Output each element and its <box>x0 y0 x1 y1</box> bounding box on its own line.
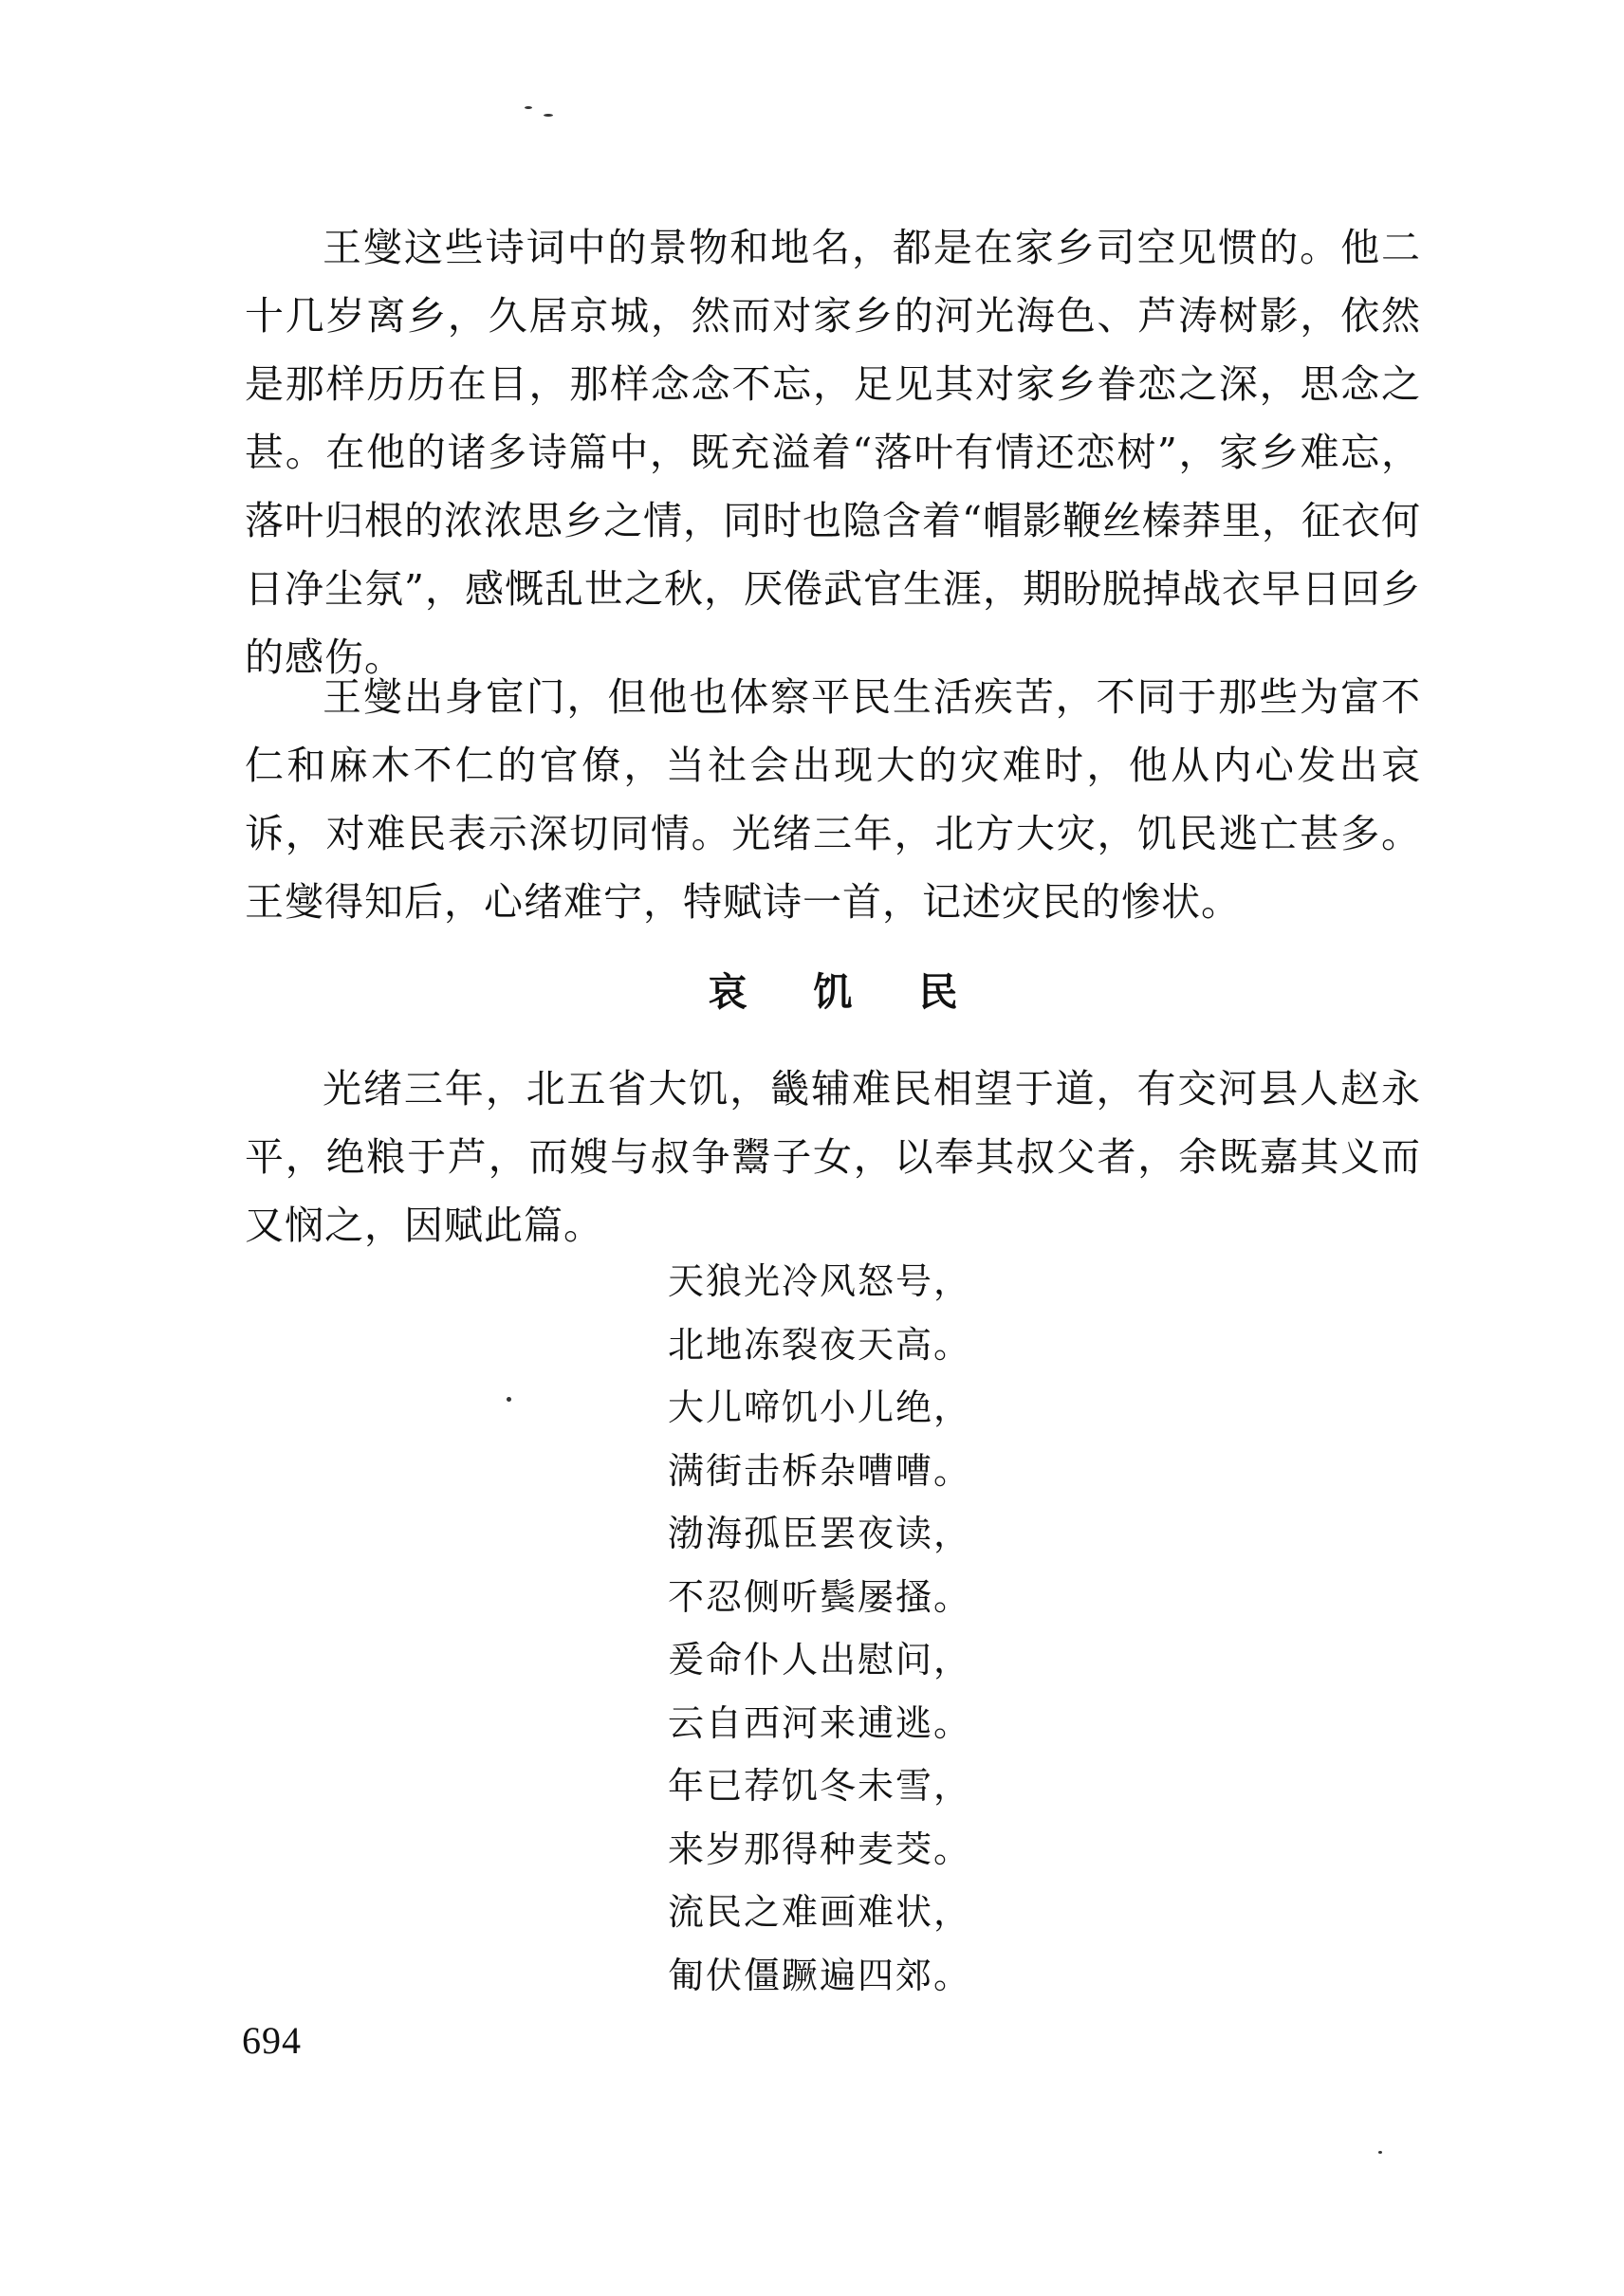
poem-line: 爰命仆人出慰问， <box>668 1639 972 1681</box>
paragraph: 王燮这些诗词中的景物和地名，都是在家乡司空见惯的。他二十几岁离乡，久居京城，然而对家乡的河光海色、芦涛树影，依然是那样历历在目，那样念念不忘，足见其对家乡眷恋之深，思念之甚。在他的诸多诗篇中，既充溢着“落叶有情还恋树”，家乡难忘，落叶归根的浓浓思乡之情，同时也隐含着“帽影鞭丝榛莽里，征衣何日净尘氛”，感慨乱世之秋，厌倦武官生涯，期盼脱掉战衣早日回乡的感伤。 <box>245 225 1421 680</box>
poem-line: 北地冻裂夜天高。 <box>668 1323 972 1366</box>
poem-line: 匍伏僵蹶遍四郊。 <box>668 1954 972 1996</box>
poem-line: 年已荐饥冬未雪， <box>668 1765 972 1807</box>
scan-speck <box>544 114 553 117</box>
poem-line: 满街击柝杂嘈嘈。 <box>668 1449 972 1492</box>
poem-title: 哀饥民 <box>708 969 1024 1015</box>
poem-line: 不忍侧听鬓屡搔。 <box>668 1575 972 1618</box>
scan-speck <box>507 1397 511 1402</box>
paragraph: 王燮出身宦门，但他也体察平民生活疾苦，不同于那些为富不仁和麻木不仁的官僚，当社会出现大的灾难时，他从内心发出哀诉，对难民表示深切同情。光绪三年，北方大灾，饥民逃亡甚多。王燮得知后，心绪难宁，特赋诗一首，记述灾民的惨状。 <box>245 674 1421 925</box>
poem-line: 天狼光冷风怒号， <box>668 1260 972 1302</box>
poem-line: 大儿啼饥小儿绝， <box>668 1387 972 1428</box>
poem-line: 渤海孤臣罢夜读， <box>668 1513 972 1554</box>
page-number: 694 <box>242 2019 302 2062</box>
scan-speck <box>1378 2151 1382 2154</box>
scan-speck <box>525 106 532 109</box>
poem-line: 来岁那得种麦茭。 <box>668 1828 972 1870</box>
poem-body <box>668 1250 971 2007</box>
poem-line: 流民之难画难状， <box>668 1891 972 1933</box>
poem-line: 云自西河来逋逃。 <box>668 1701 972 1744</box>
poem-preface: 光绪三年，北五省大饥，畿辅难民相望于道，有交河县人赵永平，绝粮于芦，而嫂与叔争鬻子女，以奉其叔父者，余既嘉其义而又悯之，因赋此篇。 <box>245 1066 1421 1248</box>
